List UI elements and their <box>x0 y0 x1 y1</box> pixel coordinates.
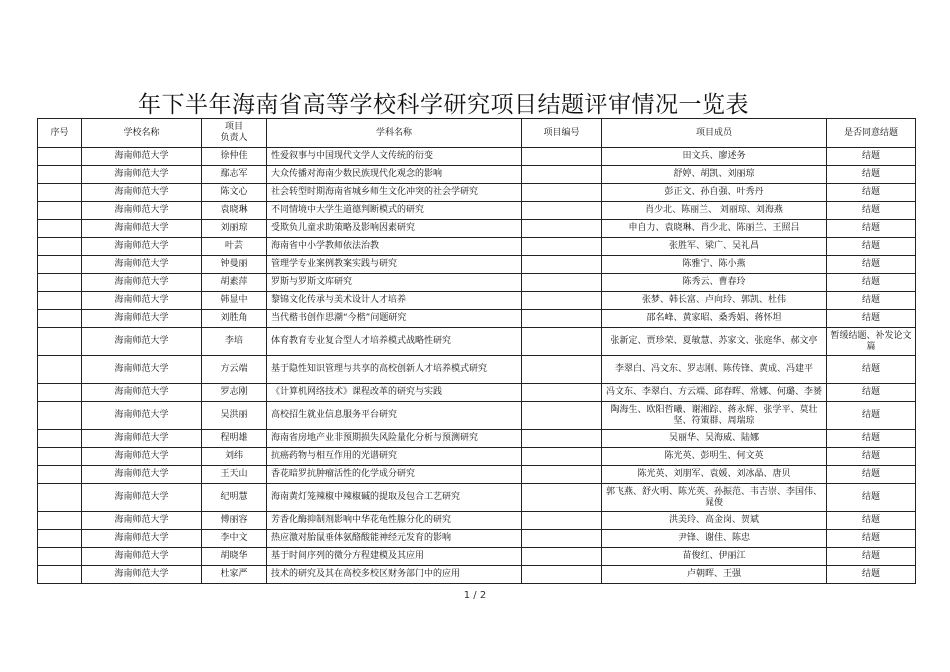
cell-members: 舒婷、胡凯、刘丽琼 <box>602 166 827 184</box>
cell-subject: 体育教育专业复合型人才培养模式战略性研究 <box>267 328 522 356</box>
cell-subject: 当代楷书创作思潮“今楷”问题研究 <box>267 310 522 328</box>
cell-result: 结题 <box>827 402 916 430</box>
cell-leader: 刘胜角 <box>202 310 267 328</box>
cell-school: 海南师范大学 <box>82 310 202 328</box>
cell-subject: 《计算机网络技术》课程改革的研究与实践 <box>267 384 522 402</box>
table-row <box>38 238 916 256</box>
cell-school: 海南师范大学 <box>82 384 202 402</box>
cell-code <box>522 256 602 274</box>
cell-subject: 技术的研究及其在高校多校区财务部门中的应用 <box>267 566 522 584</box>
cell-code <box>522 530 602 548</box>
table-row <box>38 566 916 584</box>
cell-subject: 社会转型时期海南省城乡师生文化冲突的社会学研究 <box>267 184 522 202</box>
cell-leader: 李培 <box>202 328 267 356</box>
cell-members: 申自力、袁晓琳、肖少北、陈丽兰、王照吕 <box>602 220 827 238</box>
cell-result: 结题 <box>827 384 916 402</box>
cell-school: 海南师范大学 <box>82 202 202 220</box>
cell-school: 海南师范大学 <box>82 148 202 166</box>
table-row <box>38 466 916 484</box>
cell-subject: 罗斯与罗斯文库研究 <box>267 274 522 292</box>
cell-school: 海南师范大学 <box>82 356 202 384</box>
cell-code <box>522 184 602 202</box>
cell-result: 结题 <box>827 430 916 448</box>
table-row <box>38 484 916 512</box>
cell-school: 海南师范大学 <box>82 530 202 548</box>
cell-code <box>522 466 602 484</box>
cell-members: 苗俊红、伊丽江 <box>602 548 827 566</box>
table-row <box>38 530 916 548</box>
cell-school: 海南师范大学 <box>82 238 202 256</box>
cell-subject: 基于时间序列的微分方程建模及其应用 <box>267 548 522 566</box>
cell-members: 陈光英、刘朋军、袁媛、刘冰晶、唐贝 <box>602 466 827 484</box>
cell-code <box>522 448 602 466</box>
cell-seq <box>38 484 82 512</box>
cell-members: 陈秀云、曹春玲 <box>602 274 827 292</box>
cell-members: 邵名峰、黄家昭、桑秀娟、蒋怀坦 <box>602 310 827 328</box>
cell-result: 结题 <box>827 356 916 384</box>
cell-subject: 芳香化酶抑制剂影响中华花龟性腺分化的研究 <box>267 512 522 530</box>
cell-seq <box>38 166 82 184</box>
cell-school: 海南师范大学 <box>82 512 202 530</box>
cell-code <box>522 220 602 238</box>
cell-members: 吴丽华、吴海威、陆娜 <box>602 430 827 448</box>
cell-members: 张新定、贾珍荣、夏敏慧、苏家文、张庭华、郝文亭 <box>602 328 827 356</box>
cell-result: 结题 <box>827 512 916 530</box>
cell-seq <box>38 202 82 220</box>
table-row <box>38 328 916 356</box>
cell-code <box>522 484 602 512</box>
cell-seq <box>38 384 82 402</box>
cell-school: 海南师范大学 <box>82 292 202 310</box>
cell-code <box>522 430 602 448</box>
cell-leader: 陈文心 <box>202 184 267 202</box>
cell-code <box>522 148 602 166</box>
cell-seq <box>38 530 82 548</box>
cell-result: 结题 <box>827 256 916 274</box>
cell-code <box>522 202 602 220</box>
cell-result: 结题 <box>827 184 916 202</box>
cell-subject: 热应激对胎鼠垂体氨酪酸能神经元发育的影响 <box>267 530 522 548</box>
cell-leader: 杜家严 <box>202 566 267 584</box>
cell-result: 结题 <box>827 448 916 466</box>
cell-result: 结题 <box>827 202 916 220</box>
table-row <box>38 148 916 166</box>
cell-subject: 海南省房地产业非预期损失风险量化分析与预测研究 <box>267 430 522 448</box>
cell-school: 海南师范大学 <box>82 328 202 356</box>
page-title: 年下半年海南省高等学校科学研究项目结题评审情况一览表 <box>138 92 749 118</box>
cell-result: 暂缓结题、补发论文篇 <box>827 328 916 356</box>
cell-subject: 抗癌药物与相互作用的光谱研究 <box>267 448 522 466</box>
cell-school: 海南师范大学 <box>82 184 202 202</box>
cell-leader: 袁晓琳 <box>202 202 267 220</box>
table-row <box>38 384 916 402</box>
header-subject: 学科名称 <box>267 119 522 148</box>
cell-result: 结题 <box>827 566 916 584</box>
cell-school: 海南师范大学 <box>82 466 202 484</box>
table-row <box>38 220 916 238</box>
table-row <box>38 202 916 220</box>
cell-seq <box>38 548 82 566</box>
cell-code <box>522 310 602 328</box>
cell-leader: 纪明慧 <box>202 484 267 512</box>
table-row <box>38 548 916 566</box>
cell-subject: 大众传播对海南少数民族现代化观念的影响 <box>267 166 522 184</box>
cell-seq <box>38 238 82 256</box>
table-row <box>38 256 916 274</box>
cell-members: 彭正文、孙自强、叶秀丹 <box>602 184 827 202</box>
cell-leader: 刘纬 <box>202 448 267 466</box>
cell-seq <box>38 430 82 448</box>
cell-leader: 胡素萍 <box>202 274 267 292</box>
cell-school: 海南师范大学 <box>82 484 202 512</box>
header-leader: 项目 负责人 <box>202 119 267 148</box>
cell-school: 海南师范大学 <box>82 430 202 448</box>
cell-seq <box>38 466 82 484</box>
cell-subject: 香花暗罗抗肿瘤活性的化学成分研究 <box>267 466 522 484</box>
cell-result: 结题 <box>827 548 916 566</box>
cell-result: 结题 <box>827 148 916 166</box>
cell-subject: 受欺负儿童求助策略及影响因素研究 <box>267 220 522 238</box>
cell-code <box>522 328 602 356</box>
cell-leader: 刘丽琼 <box>202 220 267 238</box>
cell-code <box>522 356 602 384</box>
cell-members: 卢朝晖、王强 <box>602 566 827 584</box>
header-members: 项目成员 <box>602 119 827 148</box>
table-row <box>38 430 916 448</box>
cell-members: 冯文东、李翠白、方云端、邱春晖、常娜、何璐、李赟 <box>602 384 827 402</box>
cell-leader: 徐仲佳 <box>202 148 267 166</box>
cell-result: 结题 <box>827 238 916 256</box>
cell-members: 田文兵、廖述务 <box>602 148 827 166</box>
cell-result: 结题 <box>827 292 916 310</box>
table-row <box>38 184 916 202</box>
cell-leader: 胡晓华 <box>202 548 267 566</box>
table-row <box>38 448 916 466</box>
cell-seq <box>38 310 82 328</box>
cell-school: 海南师范大学 <box>82 166 202 184</box>
cell-result: 结题 <box>827 466 916 484</box>
table-header-row <box>38 119 916 148</box>
cell-members: 陈雅宁、陈小燕 <box>602 256 827 274</box>
header-code: 项目编号 <box>522 119 602 148</box>
cell-subject: 管理学专业案例教案实践与研究 <box>267 256 522 274</box>
cell-leader: 程明雄 <box>202 430 267 448</box>
cell-seq <box>38 292 82 310</box>
cell-code <box>522 566 602 584</box>
cell-seq <box>38 402 82 430</box>
cell-code <box>522 166 602 184</box>
table-row <box>38 402 916 430</box>
cell-leader: 王天山 <box>202 466 267 484</box>
table-body <box>38 148 916 584</box>
table-row <box>38 292 916 310</box>
cell-code <box>522 548 602 566</box>
cell-school: 海南师范大学 <box>82 566 202 584</box>
cell-code <box>522 238 602 256</box>
cell-seq <box>38 566 82 584</box>
table-row <box>38 310 916 328</box>
cell-code <box>522 402 602 430</box>
header-result: 是否同意结题 <box>827 119 916 148</box>
cell-subject: 性爱叙事与中国现代文学人文传统的衍变 <box>267 148 522 166</box>
cell-seq <box>38 328 82 356</box>
cell-leader: 叶芸 <box>202 238 267 256</box>
cell-subject: 海南黄灯笼辣椒中辣椒碱的提取及包合工艺研究 <box>267 484 522 512</box>
cell-result: 结题 <box>827 274 916 292</box>
header-seq: 序号 <box>38 119 82 148</box>
cell-school: 海南师范大学 <box>82 274 202 292</box>
cell-result: 结题 <box>827 220 916 238</box>
cell-result: 结题 <box>827 484 916 512</box>
cell-leader: 吴洪丽 <box>202 402 267 430</box>
table-row <box>38 166 916 184</box>
cell-school: 海南师范大学 <box>82 448 202 466</box>
cell-leader: 方云端 <box>202 356 267 384</box>
cell-subject: 不同情境中大学生道德判断模式的研究 <box>267 202 522 220</box>
page-number: 1 / 2 <box>463 590 487 601</box>
cell-seq <box>38 512 82 530</box>
table-row <box>38 356 916 384</box>
cell-subject: 海南省中小学教师依法治教 <box>267 238 522 256</box>
cell-result: 结题 <box>827 166 916 184</box>
results-table <box>37 118 916 584</box>
cell-subject: 高校招生就业信息服务平台研究 <box>267 402 522 430</box>
cell-subject: 黎锦文化传承与美术设计人才培养 <box>267 292 522 310</box>
cell-leader: 钟曼丽 <box>202 256 267 274</box>
cell-leader: 傅丽容 <box>202 512 267 530</box>
cell-code <box>522 512 602 530</box>
cell-members: 洪美玲、高金岗、贺斌 <box>602 512 827 530</box>
cell-seq <box>38 256 82 274</box>
cell-code <box>522 274 602 292</box>
cell-school: 海南师范大学 <box>82 220 202 238</box>
cell-seq <box>38 148 82 166</box>
cell-members: 尹锋、谢佳、陈忠 <box>602 530 827 548</box>
table-row <box>38 512 916 530</box>
cell-leader: 鄢志军 <box>202 166 267 184</box>
cell-result: 结题 <box>827 530 916 548</box>
cell-code <box>522 384 602 402</box>
cell-seq <box>38 448 82 466</box>
cell-school: 海南师范大学 <box>82 548 202 566</box>
cell-leader: 韩显中 <box>202 292 267 310</box>
cell-subject: 基于隐性知识管理与共享的高校创新人才培养模式研究 <box>267 356 522 384</box>
cell-members: 陈光英、彭明生、何文英 <box>602 448 827 466</box>
cell-seq <box>38 274 82 292</box>
cell-members: 陶海生、欧阳哲曦、谢湘踪、蒋永辉、张学平、莫壮坚、符策群、周瑞琼 <box>602 402 827 430</box>
cell-seq <box>38 184 82 202</box>
cell-code <box>522 292 602 310</box>
cell-members: 李翠白、冯文东、罗志刚、陈传锋、黄成、冯建平 <box>602 356 827 384</box>
cell-school: 海南师范大学 <box>82 256 202 274</box>
cell-seq <box>38 356 82 384</box>
cell-leader: 李中文 <box>202 530 267 548</box>
cell-members: 张胜军、梁广、吴礼昌 <box>602 238 827 256</box>
cell-members: 肖少北、陈丽兰、 刘丽琼、刘海燕 <box>602 202 827 220</box>
header-school: 学校名称 <box>82 119 202 148</box>
cell-leader: 罗志刚 <box>202 384 267 402</box>
table-row <box>38 274 916 292</box>
cell-members: 郭飞燕、舒火明、陈光英、孙振范、韦吉崇、李国伟、晁俊 <box>602 484 827 512</box>
cell-members: 张梦、韩长富、卢向玲、郭凯、杜伟 <box>602 292 827 310</box>
cell-seq <box>38 220 82 238</box>
cell-school: 海南师范大学 <box>82 402 202 430</box>
cell-result: 结题 <box>827 310 916 328</box>
